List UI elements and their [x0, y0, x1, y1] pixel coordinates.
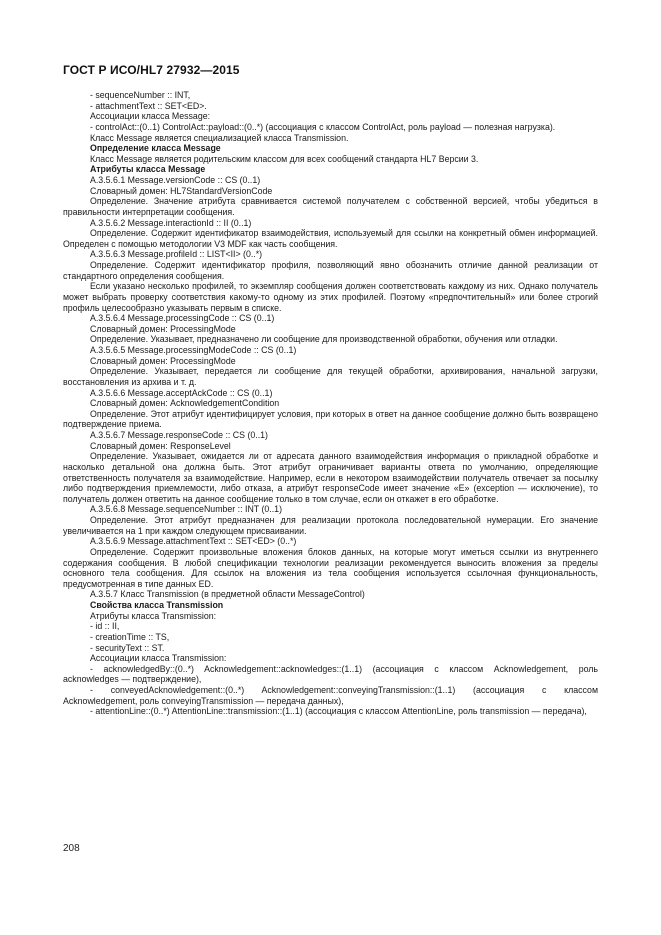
paragraph: Определение. Указывает, передается ли сообщение для текущей обработки, архивирования, начальной загрузки, восстановления из архива и т. д.	[63, 366, 598, 387]
page-header-title: ГОСТ Р ИСО/HL7 27932—2015	[63, 63, 240, 77]
paragraph: - sequenceNumber :: INT,	[90, 90, 191, 100]
paragraph: A.3.5.6.8 Message.sequenceNumber :: INT (0..1)	[90, 504, 282, 515]
paragraph: Ассоциации класса Transmission:	[90, 653, 227, 664]
paragraph: Определение. Содержит произвольные вложения блоков данных, на которые могут иметься ссылки из внутреннего содержания сообщения. В любой спецификации технологии реализации рекомендуется выносить вложения за пределы основного тела сообщения. Для ссылок на вложения из тела сообщения используется ссылочная функциональность, предусмотренная в типе данных ED.	[63, 546, 598, 589]
paragraph: A.3.5.6.4 Message.processingCode :: CS (0..1)	[90, 313, 275, 324]
paragraph: A.3.5.6.7 Message.responseCode :: CS (0..1)	[90, 430, 268, 440]
paragraph: Определение. Содержит идентификатор профиля, позволяющий явно обозначить отличие данной реализации от стандартного определения сообщения.	[63, 260, 598, 281]
paragraph: A.3.5.6.1 Message.versionCode :: CS (0..1)	[90, 175, 261, 185]
paragraph: Словарный домен: ProcessingMode	[90, 355, 236, 366]
paragraph: Определение. Указывает, предназначено ли сообщение для производственной обработки, обучения или отладки.	[90, 334, 558, 345]
paragraph: - acknowledgedBy::(0..*) Acknowledgement::acknowledges::(1..1) (ассоциация с классом Acknowledgement, роль acknowledges — подтверждение),	[63, 663, 598, 685]
paragraph: - attentionLine::(0..*) AttentionLine::transmission::(1..1) (ассоциация с классом AttentionLine, роль transmission — передача),	[90, 706, 587, 717]
section-heading: Атрибуты класса Message	[90, 164, 206, 175]
paragraph: A.3.5.6.5 Message.processingModeCode :: CS (0..1)	[90, 345, 297, 355]
paragraph: Словарный домен: AcknowledgementCondition	[90, 398, 280, 409]
paragraph: Класс Message является родительским классом для всех сообщений стандарта HL7 Версии 3.	[90, 153, 479, 164]
paragraph: A.3.5.6.9 Message.attachmentText :: SET<ED> (0..*)	[90, 536, 297, 547]
page-number: 208	[63, 843, 80, 854]
section-heading: Свойства класса Transmission	[90, 600, 224, 610]
paragraph: - controlAct::(0..1) ControlAct::payload::(0..*) (ассоциация с классом ControlAct, роль payload — полезная нагрузка).	[90, 121, 556, 132]
paragraph: A.3.5.6.2 Message.interactionId :: II (0..1)	[90, 217, 252, 228]
paragraph: Ассоциации класса Message:	[90, 111, 211, 122]
paragraph: - creationTime :: TS,	[90, 631, 170, 642]
document-body	[63, 90, 598, 717]
paragraph: Словарный домен: ResponseLevel	[90, 440, 231, 451]
paragraph: Словарный домен: HL7StandardVersionCode	[90, 185, 273, 196]
paragraph: - conveyedAcknowledgement::(0..*) Acknowledgement::conveyingTransmission::(1..1) (ассоциация с классом Acknowledgement, роль conveyingTransmission — передача данных),	[63, 685, 598, 706]
paragraph: Определение. Содержит идентификатор взаимодействия, используемый для ссылки на конкретный обмен информацией. Определен с помощью методологии V3 MDF как часть сообщения.	[63, 228, 598, 249]
paragraph: Определение. Этот атрибут идентифицирует условия, при которых в ответ на данное сообщение должно быть возвращено подтверждение приема.	[63, 408, 598, 430]
section-heading: Определение класса Message	[90, 143, 221, 154]
paragraph: Словарный домен: ProcessingMode	[90, 323, 236, 334]
paragraph: Атрибуты класса Transmission:	[90, 610, 217, 621]
paragraph: - securityText :: ST.	[90, 642, 165, 653]
paragraph: Определение. Указывает, ожидается ли от адресата данного взаимодействия информация о прикладной обработке и насколько детальной она должна быть. Этот атрибут ограничивает варианты ответа по умолчанию, определяющие ответственность получателя за взаимодействие. Например, если в некотором взаимодействии получатель отвечает за посылку либо подтверждения приемлемости, либо отказа, а атрибут responseCode имеет значение «E» (exception — исключение), то получатель должен ответить на данное сообщение только в том случае, если он откажет в его обработке.	[63, 451, 598, 504]
paragraph: Если указано несколько профилей, то экземпляр сообщения должен соответствовать каждому из них. Однако получатель может выбрать проверку соответствия какому-то одному из этих профилей. Поэтому «предпочтительный» или более строгий профиль целесообразно указывать первым в списке.	[63, 281, 598, 313]
paragraph: A.3.5.6.6 Message.acceptAckCode :: CS (0..1)	[90, 387, 273, 398]
paragraph: A.3.5.7 Класс Transmission (в предметной области MessageControl)	[90, 589, 365, 600]
paragraph: - attachmentText :: SET<ED>.	[90, 100, 207, 111]
paragraph: A.3.5.6.3 Message.profileId :: LIST<II> (0..*)	[90, 249, 263, 260]
paragraph: Класс Message является специализацией класса Transmission.	[90, 132, 349, 143]
paragraph: - id :: II,	[90, 621, 120, 632]
paragraph: Определение. Этот атрибут предназначен для реализации протокола последовательной нумерации. Его значение увеличивается на 1 при каждом следующем присваивании.	[63, 515, 598, 536]
paragraph: Определение. Значение атрибута сравнивается системой получателем с собственной версией, чтобы убедиться в правильности интерпретации сообщения.	[63, 196, 598, 217]
